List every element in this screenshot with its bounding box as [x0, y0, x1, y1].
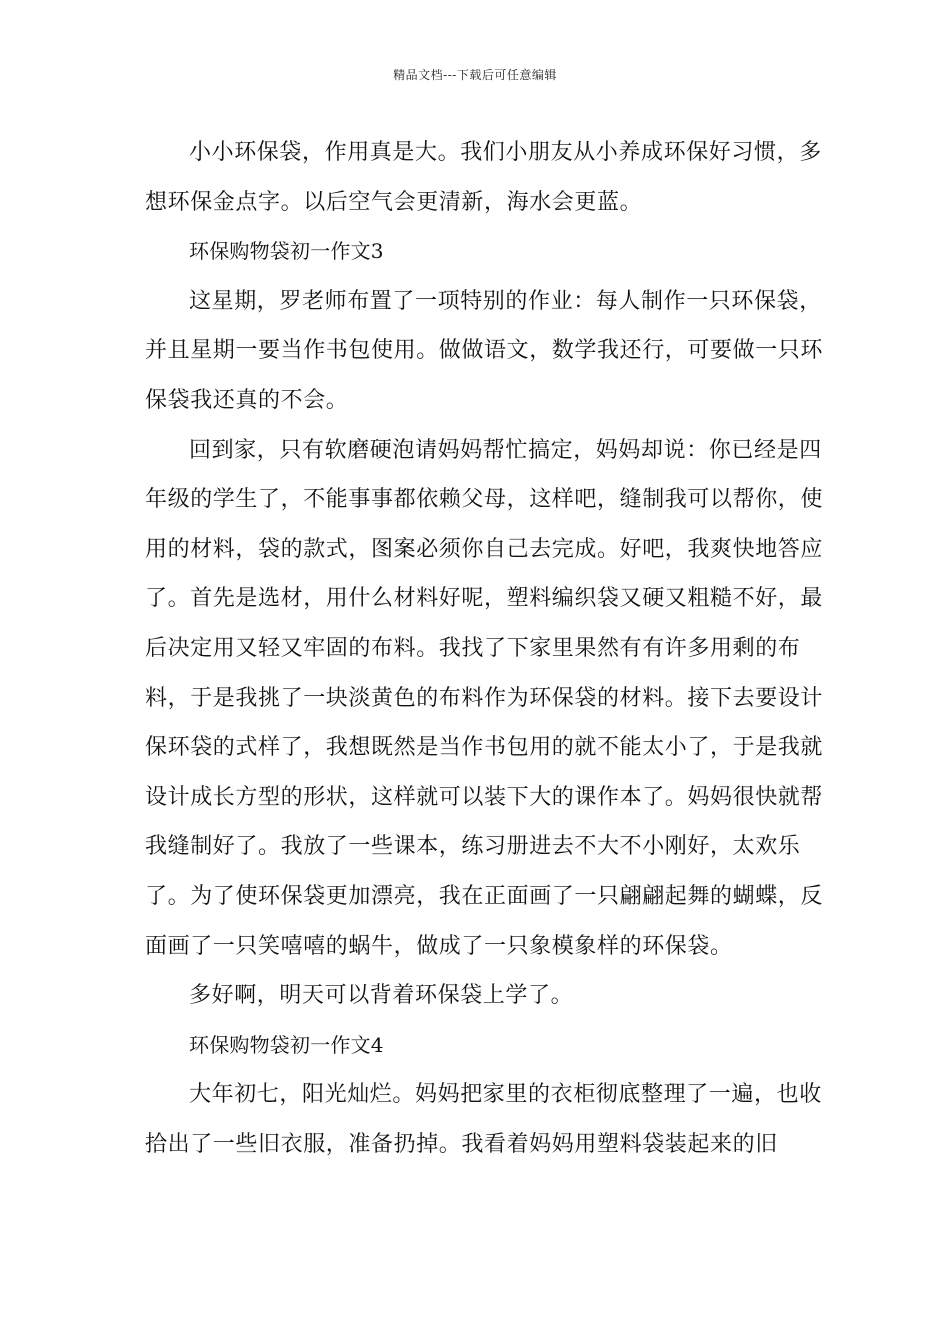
document-body: [145, 128, 835, 1169]
paragraph: 多好啊，明天可以背着环保袋上学了。: [189, 983, 574, 1009]
paragraph: 这星期，罗老师布置了一项特别的作业：每人制作一只环保袋，并且星期一要当作书包使用。做做语文，数学我还行，可要做一只环保袋我还真的不会。: [145, 288, 824, 413]
paragraph: 大年初七，阳光灿烂。妈妈把家里的衣柜彻底整理了一遍，也收拾出了一些旧衣服，准备扔掉。我看着妈妈用塑料袋装起来的旧: [145, 1082, 822, 1157]
paragraph: 回到家，只有软磨硬泡请妈妈帮忙搞定，妈妈却说：你已经是四年级的学生了，不能事事都依赖父母，这样吧，缝制我可以帮你，使用的材料，袋的款式，图案必须你自己去完成。好吧，我爽快地答应了。首先是选材，用什么材料好呢，塑料编织袋又硬又粗糙不好，最后决定用又轻又牢固的布料。我找了下家里果然有有许多用剩的布料，于是我挑了一块淡黄色的布料作为环保袋的材料。接下去要设计保环袋的式样了，我想既然是当作书包用的就不能太小了，于是我就设计成长方型的形状，这样就可以装下大的课作本了。妈妈很快就帮我缝制好了。我放了一些课本，练习册进去不大不小刚好，太欢乐了。为了使环保袋更加漂亮，我在正面画了一只翩翩起舞的蝴蝶，反面画了一只笑嘻嘻的蜗牛，做成了一只象模象样的环保袋。: [145, 437, 824, 959]
section-heading: 环保购物袋初一作文4: [189, 1032, 384, 1057]
section-heading: 环保购物袋初一作文3: [189, 239, 384, 264]
page-header: 精品文档---下载后可任意编辑: [393, 68, 557, 82]
paragraph: 小小环保袋，作用真是大。我们小朋友从小养成环保好习惯，多想环保金点字。以后空气会更清新，海水会更蓝。: [145, 140, 822, 215]
